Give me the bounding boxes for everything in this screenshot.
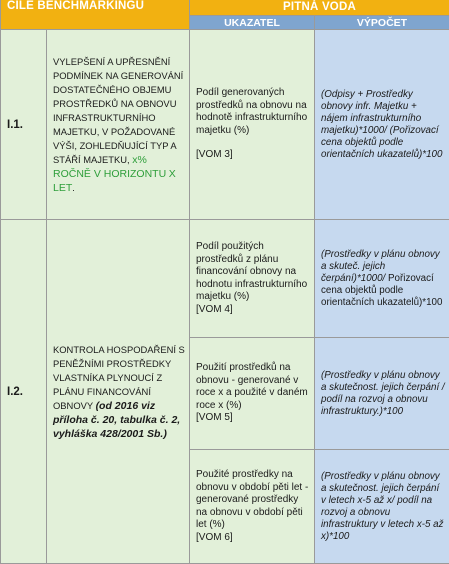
- indicator-cell: [190, 220, 315, 338]
- calculation-cell: [315, 30, 449, 220]
- goal-text: KONTROLA HOSPODAŘENÍ S PENĚŽNÍMI PROSTŘEDKY VLASTNÍKA PLYNOUCÍ Z PLÁNU FINANCOVÁNÍ OBNOVY: [53, 344, 185, 411]
- indicator-code: [VOM 6]: [196, 532, 310, 545]
- indicator-text: Podíl použitých prostředků z plánu financování obnovy na hodnotu infrastrukturního majetku (%): [196, 241, 310, 304]
- water-header: PITNÁ VODA: [190, 0, 449, 16]
- goal-cell: [47, 220, 190, 564]
- calculation-cell: [315, 450, 449, 564]
- calculation-text: (Prostředky v plánu obnovy a skutečnost. jejich čerpání v letech x-5 až x/ podíl na rozvoj a obnovu infrastruktury v letech x-5 až x)*100: [321, 471, 444, 542]
- indicator-code: [VOM 5]: [196, 412, 310, 425]
- table-row: [1, 30, 449, 220]
- goal-highlight-annual: ROČNĚ V HORIZONTU: [53, 168, 166, 180]
- indicator-cell: [190, 450, 315, 564]
- calculation-text: (Prostředky v plánu obnovy a skutečnost. jejich čerpání / podíl na rozvoj a obnovu infrastruktury.)*100: [321, 370, 445, 417]
- indicator-code: [VOM 4]: [196, 304, 310, 317]
- indicator-header: UKAZATEL: [190, 16, 315, 30]
- indicator-cell: [190, 338, 315, 450]
- goal-period: .: [72, 182, 75, 193]
- indicator-cell: [190, 30, 315, 220]
- goal-highlight-years: X LET: [53, 168, 176, 194]
- calculation-text: (Prostředky v plánu obnovy a skuteč. jejich čerpání)*1000/: [321, 249, 440, 284]
- calculation-cell: [315, 338, 449, 450]
- indicator-text: Použití prostředků na obnovu - generované v roce x a použité v daném roce x (%): [196, 362, 310, 412]
- indicator-text: Použité prostředky na obnovu v období pěti let - generované prostředky na obnovu v období pěti let (%): [196, 469, 310, 532]
- row-number: I.2.: [1, 220, 47, 564]
- table-row: [1, 220, 449, 338]
- calculation-cell: [315, 220, 449, 338]
- row-number: I.1.: [1, 30, 47, 220]
- calculation-header: VÝPOČET: [315, 16, 449, 30]
- indicator-code: [VOM 3]: [196, 149, 310, 162]
- goal-cell: [47, 30, 190, 220]
- goal-note: (od 2016 viz příloha č. 20, tabulka č. 2, vyhláška 428/2001 Sb.): [53, 400, 180, 440]
- goals-header: CÍLE BENCHMARKINGU: [1, 0, 190, 30]
- indicator-text: Podíl generovaných prostředků na obnovu na hodnotě infrastrukturního majetku (%): [196, 87, 310, 137]
- goal-highlight-percent: x%: [132, 154, 147, 166]
- calculation-text: (Odpisy + Prostředky obnovy infr. Majetku + nájem infrastrukturního majetku)*1000/ (Pořizovací cena objektů podle orientačních ukazatelů)*100: [321, 89, 442, 160]
- goal-text: VYLEPŠENÍ A UPŘESNĚNÍ PODMÍNEK NA GENEROVÁNÍ DOSTATEČNÉHO OBJEMU PROSTŘEDKŮ NA OBNOVU INFRASTRUKTURNÍHO MAJETKU, V POŽADOVANÉ VÝŠI, ZOHLEDŇUJÍCÍ TYP A STÁŘÍ MAJETKU,: [53, 56, 183, 165]
- calculation-text-upright: Pořizovací cena objektů podle orientačních ukazatelů)*100: [321, 273, 442, 308]
